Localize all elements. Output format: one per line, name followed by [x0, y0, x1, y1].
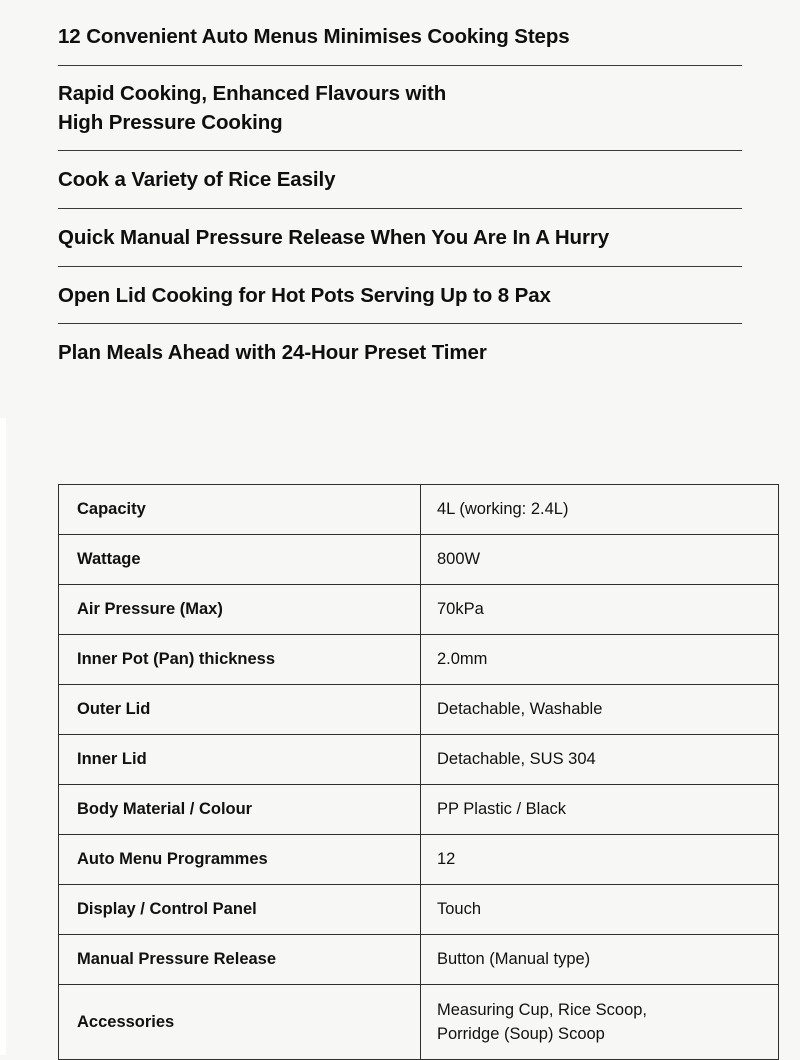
spec-value: 12 — [421, 835, 779, 885]
specification-table — [58, 484, 742, 1060]
feature-item — [58, 151, 742, 209]
feature-text: Cook a Variety of Rice Easily — [58, 168, 336, 192]
feature-item — [58, 267, 742, 325]
feature-text: 12 Convenient Auto Menus Minimises Cooking Steps — [58, 25, 570, 48]
spec-label: Outer Lid — [59, 685, 421, 735]
table-row — [59, 635, 779, 685]
spec-value: PP Plastic / Black — [421, 785, 779, 835]
spec-label: Inner Lid — [59, 735, 421, 785]
table-row — [59, 885, 779, 935]
spec-label: Auto Menu Programmes — [59, 835, 421, 885]
left-edge-strip — [0, 418, 6, 1055]
spec-label: Accessories — [59, 985, 421, 1060]
spec-label: Air Pressure (Max) — [59, 585, 421, 635]
spec-value: Touch — [421, 885, 779, 935]
spec-value: 800W — [421, 535, 779, 585]
feature-item — [58, 209, 742, 267]
table-row — [59, 835, 779, 885]
feature-item — [58, 324, 742, 381]
spec-value: Button (Manual type) — [421, 935, 779, 985]
feature-text: Quick Manual Pressure Release When You Are In A Hurry — [58, 225, 610, 249]
spec-value-line: Measuring Cup, Rice Scoop, — [437, 1001, 648, 1020]
table-row — [59, 985, 779, 1060]
spec-value: 2.0mm — [421, 635, 779, 685]
spec-value: Detachable, SUS 304 — [421, 735, 779, 785]
table-row — [59, 785, 779, 835]
spec-value: 4L (working: 2.4L) — [421, 485, 779, 535]
feature-text: Rapid Cooking, Enhanced Flavours with — [58, 81, 447, 105]
spec-value-line: Porridge (Soup) Scoop — [437, 1025, 605, 1043]
table-row — [59, 935, 779, 985]
table-row — [59, 485, 779, 535]
feature-text: High Pressure Cooking — [58, 111, 283, 135]
feature-item — [58, 66, 742, 151]
table-row — [59, 685, 779, 735]
spec-label: Wattage — [59, 535, 421, 585]
feature-text: Plan Meals Ahead with 24-Hour Preset Timer — [58, 341, 487, 365]
table-row — [59, 585, 779, 635]
spec-label: Manual Pressure Release — [59, 935, 421, 985]
feature-text: Open Lid Cooking for Hot Pots Serving Up to 8 Pax — [58, 283, 551, 307]
spec-label: Body Material / Colour — [59, 785, 421, 835]
feature-list — [58, 10, 742, 381]
spec-value: 70kPa — [421, 585, 779, 635]
spec-value — [421, 985, 779, 1060]
table-row — [59, 735, 779, 785]
spec-label: Capacity — [59, 485, 421, 535]
feature-item — [58, 10, 742, 66]
spec-value: Detachable, Washable — [421, 685, 779, 735]
spec-label: Inner Pot (Pan) thickness — [59, 635, 421, 685]
spec-label: Display / Control Panel — [59, 885, 421, 935]
table-row — [59, 535, 779, 585]
